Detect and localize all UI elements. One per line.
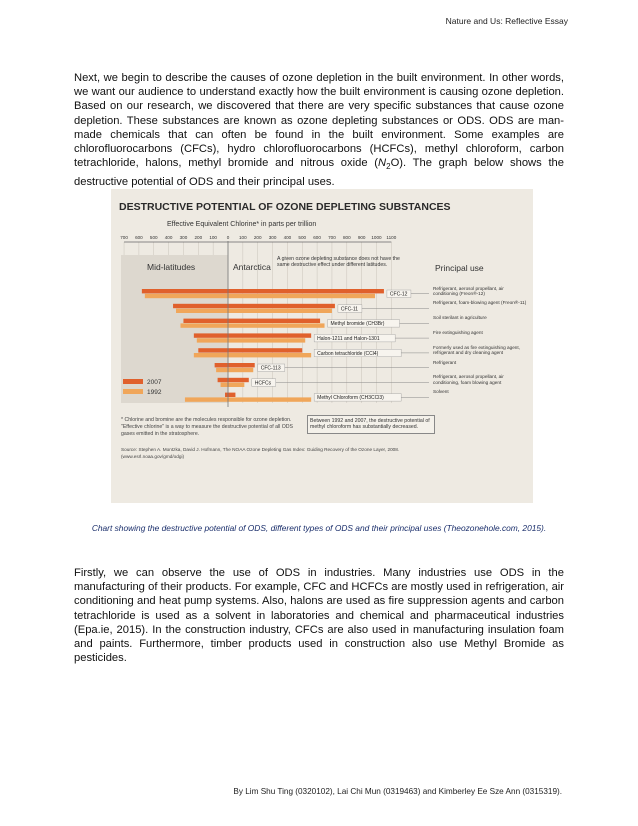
- tick-label: 700: [328, 235, 336, 240]
- tick-label: 600: [313, 235, 321, 240]
- bar-label: CFC-113: [260, 365, 281, 372]
- tick-label: 1000: [371, 235, 382, 240]
- bar-1992: [185, 397, 311, 401]
- chart-title: DESTRUCTIVE POTENTIAL OF OZONE DEPLETING SUBSTANCES: [119, 201, 451, 213]
- legend-swatch-1992: [123, 389, 143, 394]
- right-region-label: Antarctica: [233, 262, 271, 272]
- bar-label: Halon-1211 and Halon-1301: [317, 336, 380, 342]
- bar-1992: [221, 383, 245, 387]
- formula-o: O: [390, 157, 400, 170]
- paragraph-1-part-a: Next, we begin to describe the causes of ozone depletion in the built environment. In other words, we want our audience to understand exactly how the built environment is causing ozone depletion. Based on our research, we discovered that there are very specific substances that cause ozone depletion. These substances are known as ozone depleting substances or ODS. ODS are man-made chemicals that can often be found in the built environment. Some examples are chlorofluorocarbons (CFCs), hydro chlorofluorocarbons (HCFCs), methyl chloroform, carbon tetrachloride, halons, methyl bromide and nitrous oxide (: [74, 72, 564, 170]
- bar-2007: [198, 348, 302, 352]
- chart-source-line-1: Source: Stephen A. Montzka, David J. Hofmann, The NOAA Ozone Depleting Gas Index: Guiding Recovery of the Ozone Layer, 2008.: [121, 447, 400, 452]
- bar-1992: [145, 294, 375, 298]
- tick-label: 100: [239, 235, 247, 240]
- bar-2007: [194, 333, 311, 337]
- top-note: A given ozone depleting substance does not have the same destructive effect under different latitudes.: [277, 256, 400, 269]
- principal-use-header: Principal use: [435, 263, 484, 273]
- bar-label: HCFCs: [254, 380, 272, 387]
- footnote-line-1: * Chlorine and bromine are the molecules responsible for ozone depletion.: [121, 417, 292, 423]
- bar-2007: [183, 319, 320, 323]
- ods-chart: [111, 189, 533, 503]
- principal-use-box: [433, 360, 529, 376]
- principal-use-box: [433, 330, 529, 346]
- chart-source-line-2: (www.esrl.noaa.gov/gmd/odgi): [121, 454, 185, 459]
- principal-use-box: [433, 286, 529, 302]
- bar-2007: [215, 363, 255, 367]
- tick-label: 200: [194, 235, 203, 240]
- page-footer-authors: By Lim Shu Ting (0320102), Lai Chi Mun (0319463) and Kimberley Ee Sze Ann (0315319).: [233, 787, 562, 796]
- tick-label: 800: [342, 235, 351, 240]
- paragraph-ods-industries: Firstly, we can observe the use of ODS in industries. Many industries use ODS in the manufacturing of their products. For example, CFC and HCFCs are mostly used in refrigeration, air conditioning and heat pump systems. Also, halons are used as fire suppression agents and carbon tetrachloride is used as a solvent in laboratories and chemical and pharmaceutical industries (Epa.ie, 2015). In the construction industry, CFCs are also used in manufacturing insulation foam and paints. Furthermore, timber products used in construction also use Methyl Bromide as pesticides.: [74, 567, 564, 665]
- legend-label-2007: 2007: [147, 379, 162, 386]
- bar-1992: [194, 353, 311, 357]
- footnote-line-3: gases emitted in the stratosphere.: [121, 431, 200, 437]
- principal-use-box: [433, 389, 529, 405]
- principal-use-text: Refrigerant, aerosol propellant, air conditioning, foam blowing agent: [433, 374, 504, 385]
- legend-swatch-2007: [123, 379, 143, 384]
- bar-label: CFC-11: [340, 306, 359, 313]
- bar-1992: [197, 338, 305, 342]
- bar-label: Carbon tetrachloride (CCl4): [317, 350, 379, 357]
- principal-use-box: [433, 315, 529, 331]
- bar-1992: [180, 323, 324, 327]
- bar-2007: [173, 304, 335, 308]
- running-header: Nature and Us: Reflective Essay: [445, 16, 568, 26]
- tick-label: 1100: [386, 235, 397, 240]
- principal-use-text: Refrigerant: [433, 359, 457, 365]
- bottom-annotation-box: [307, 415, 435, 437]
- tick-label: 700: [120, 235, 128, 240]
- tick-label: 0: [226, 235, 230, 240]
- principal-use-box: [433, 345, 529, 361]
- bar-label: Methyl Chloroform (CH3CCl3): [317, 395, 384, 402]
- bar-label: Methyl bromide (CH3Br): [330, 321, 385, 328]
- bar-1992: [176, 309, 332, 313]
- formula-subscript: 2: [386, 162, 391, 172]
- chart-xlabel: Effective Equivalent Chlorine* in parts per trillion: [167, 221, 317, 228]
- ods-chart-figure: [111, 189, 533, 503]
- tick-label: 400: [283, 235, 292, 240]
- tick-label: 600: [135, 235, 143, 240]
- principal-use-box: [433, 374, 529, 390]
- bar-2007: [225, 393, 235, 397]
- tick-label: 400: [164, 235, 173, 240]
- tick-label: 300: [179, 235, 188, 240]
- top-note-box: [277, 256, 409, 282]
- bottom-annotation: Between 1992 and 2007, the destructive potential of methyl chloroform has substantially decreased.: [307, 415, 435, 434]
- tick-label: 200: [253, 235, 262, 240]
- tick-label: 500: [149, 235, 158, 240]
- paragraph-ods-causes: [74, 71, 564, 189]
- principal-use-text: Soil sterilant in agriculture: [433, 315, 487, 321]
- left-region-label: Mid-latitudes: [147, 262, 196, 272]
- bar-2007: [142, 289, 384, 293]
- tick-label: 100: [209, 235, 217, 240]
- tick-label: 300: [268, 235, 277, 240]
- bar-2007: [218, 378, 249, 382]
- bar-label: CFC-12: [389, 291, 408, 298]
- paragraph-1-part-b: ). The graph below shows the destructive potential of ODS and their principal uses.: [74, 157, 565, 188]
- tick-label: 500: [298, 235, 307, 240]
- principal-use-text: Formerly used as fire extinguishing agent, refrigerant and dry cleaning agent: [433, 344, 521, 355]
- bar-1992: [216, 368, 253, 372]
- principal-use-text: Refrigerant, foam-blowing agent (Freon®-11): [433, 300, 527, 306]
- figure-caption: Chart showing the destructive potential of ODS, different types of ODS and their principal uses (Theozonehole.com, 2015).: [91, 523, 547, 533]
- legend-label-1992: 1992: [147, 389, 162, 396]
- principal-use-box: [433, 300, 529, 316]
- principal-use-text: Refrigerant, aerosol propellant, air conditioning (Freon®-12): [433, 285, 504, 296]
- principal-use-text: Solvent: [433, 389, 449, 395]
- formula-n: N: [378, 157, 387, 170]
- tick-label: 900: [357, 235, 366, 240]
- footnote-line-2: "Effective chlorine" is a way to measure the destructive potential of all ODS: [121, 424, 293, 430]
- principal-use-text: Fire extinguishing agent: [433, 329, 483, 335]
